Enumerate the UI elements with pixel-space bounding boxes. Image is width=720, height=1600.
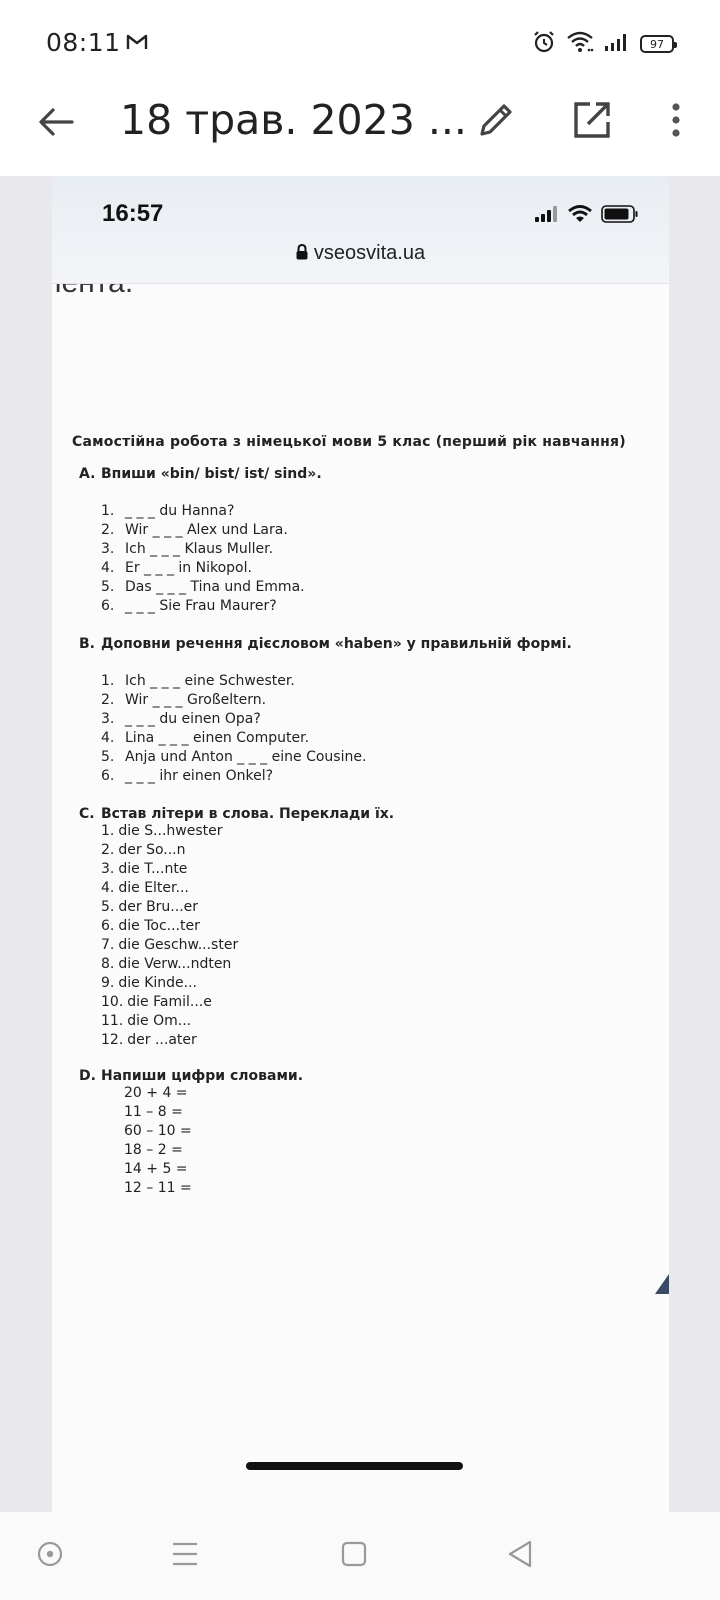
list-item: 7. die Geschw...ster xyxy=(101,937,239,953)
more-vert-icon xyxy=(671,102,681,143)
section-heading: C. Встав літери в слова. Переклади їх. xyxy=(79,806,395,822)
list-item: 10. die Famil...e xyxy=(101,994,212,1010)
lock-icon xyxy=(296,243,308,266)
list-item: 11. die Om... xyxy=(101,1013,192,1029)
list-item: 6. _ _ _ Sie Frau Maurer? xyxy=(101,598,277,614)
inner-wifi-icon xyxy=(568,205,592,228)
inner-status-icons xyxy=(535,204,639,229)
page-title: 18 трав. 2023 ... xyxy=(120,96,467,144)
assistant-circle-icon xyxy=(36,1540,64,1573)
list-item: 6. die Toc...ter xyxy=(101,918,200,934)
home-button[interactable] xyxy=(332,1534,376,1578)
document-title: Самостійна робота з німецької мови 5 клас (перший рік навчання) xyxy=(72,434,626,450)
battery-level: 97 xyxy=(650,37,664,51)
list-item: 3. Ich _ _ _ Klaus Muller. xyxy=(101,541,274,557)
back-triangle-icon xyxy=(506,1539,534,1574)
exercise-list xyxy=(101,502,652,616)
section-heading: A. Впиши «bin/ bist/ ist/ sind». xyxy=(79,466,322,482)
screenshot-image xyxy=(52,176,669,1512)
list-item: 11 – 8 = xyxy=(124,1104,183,1120)
signal-icon xyxy=(604,32,630,57)
list-item: 2. der So...n xyxy=(101,842,186,858)
list-item: 4. Er _ _ _ in Nikopol. xyxy=(101,560,252,576)
recent-apps-button[interactable] xyxy=(163,1534,207,1578)
list-item: 5. Das _ _ _ Tina und Emma. xyxy=(101,579,305,595)
status-icons xyxy=(532,30,674,58)
list-item: 14 + 5 = xyxy=(124,1161,188,1177)
section-a xyxy=(72,466,652,616)
section-b xyxy=(72,636,652,786)
section-heading: D. Напиши цифри словами. xyxy=(79,1068,304,1084)
exercise-list xyxy=(101,672,652,786)
gmail-icon xyxy=(126,33,148,56)
list-item: 20 + 4 = xyxy=(124,1085,188,1101)
section-heading: B. Доповни речення дієсловом «haben» у правильній формі. xyxy=(79,636,572,652)
list-item: 1. die S...hwester xyxy=(101,823,223,839)
open-external-button[interactable] xyxy=(566,96,618,148)
list-item: 12 – 11 = xyxy=(124,1180,192,1196)
back-arrow-icon xyxy=(38,107,74,142)
list-item: 5. Anja und Anton _ _ _ eine Cousine. xyxy=(101,749,367,765)
inner-time: 16:57 xyxy=(102,200,164,227)
list-item: 3. die T...nte xyxy=(101,861,188,877)
inner-battery-icon xyxy=(601,204,639,229)
inner-url-bar xyxy=(52,242,669,266)
list-item: 2. Wir _ _ _ Großeltern. xyxy=(101,692,267,708)
nav-back-button[interactable] xyxy=(498,1534,542,1578)
inner-status-bar xyxy=(52,176,669,284)
list-item: 1. Ich _ _ _ eine Schwester. xyxy=(101,673,295,689)
list-item: 4. die Elter... xyxy=(101,880,189,896)
home-square-icon xyxy=(341,1541,367,1572)
list-item: 8. die Verw...ndten xyxy=(101,956,232,972)
edit-button[interactable] xyxy=(470,96,522,148)
recent-apps-icon xyxy=(171,1541,199,1572)
list-item: 2. Wir _ _ _ Alex und Lara. xyxy=(101,522,288,538)
status-bar xyxy=(0,0,720,80)
scroll-marker xyxy=(655,1274,669,1294)
worksheet-document xyxy=(72,434,652,1198)
image-viewer[interactable] xyxy=(0,176,720,1512)
pencil-icon xyxy=(476,100,516,145)
list-item: 5. der Bru...er xyxy=(101,899,199,915)
list-item: 60 – 10 = xyxy=(124,1123,192,1139)
section-c xyxy=(72,806,652,1050)
list-item: 12. der ...ater xyxy=(101,1032,197,1048)
more-options-button[interactable] xyxy=(652,96,700,148)
list-item: 1. _ _ _ du Hanna? xyxy=(101,503,235,519)
inner-url: vseosvita.ua xyxy=(313,242,426,264)
back-button[interactable] xyxy=(32,100,80,148)
inner-signal-icon xyxy=(535,205,559,228)
status-time: 08:11 xyxy=(46,28,121,57)
list-item: 6. _ _ _ ihr einen Onkel? xyxy=(101,768,274,784)
list-item: 4. Lina _ _ _ einen Computer. xyxy=(101,730,310,746)
wifi-icon xyxy=(566,31,594,58)
exercise-list xyxy=(124,1084,652,1198)
list-item: 9. die Kinde... xyxy=(101,975,197,991)
gesture-bar[interactable] xyxy=(246,1462,463,1470)
navigation-bar xyxy=(0,1512,720,1600)
section-d xyxy=(72,1068,652,1198)
open-external-icon xyxy=(572,100,612,145)
app-bar xyxy=(0,80,720,176)
assistant-button[interactable] xyxy=(28,1534,72,1578)
battery-icon xyxy=(640,35,674,53)
list-item: 3. _ _ _ du einen Opa? xyxy=(101,711,261,727)
alarm-icon xyxy=(532,30,556,59)
exercise-list xyxy=(101,822,652,1050)
list-item: 18 – 2 = xyxy=(124,1142,183,1158)
